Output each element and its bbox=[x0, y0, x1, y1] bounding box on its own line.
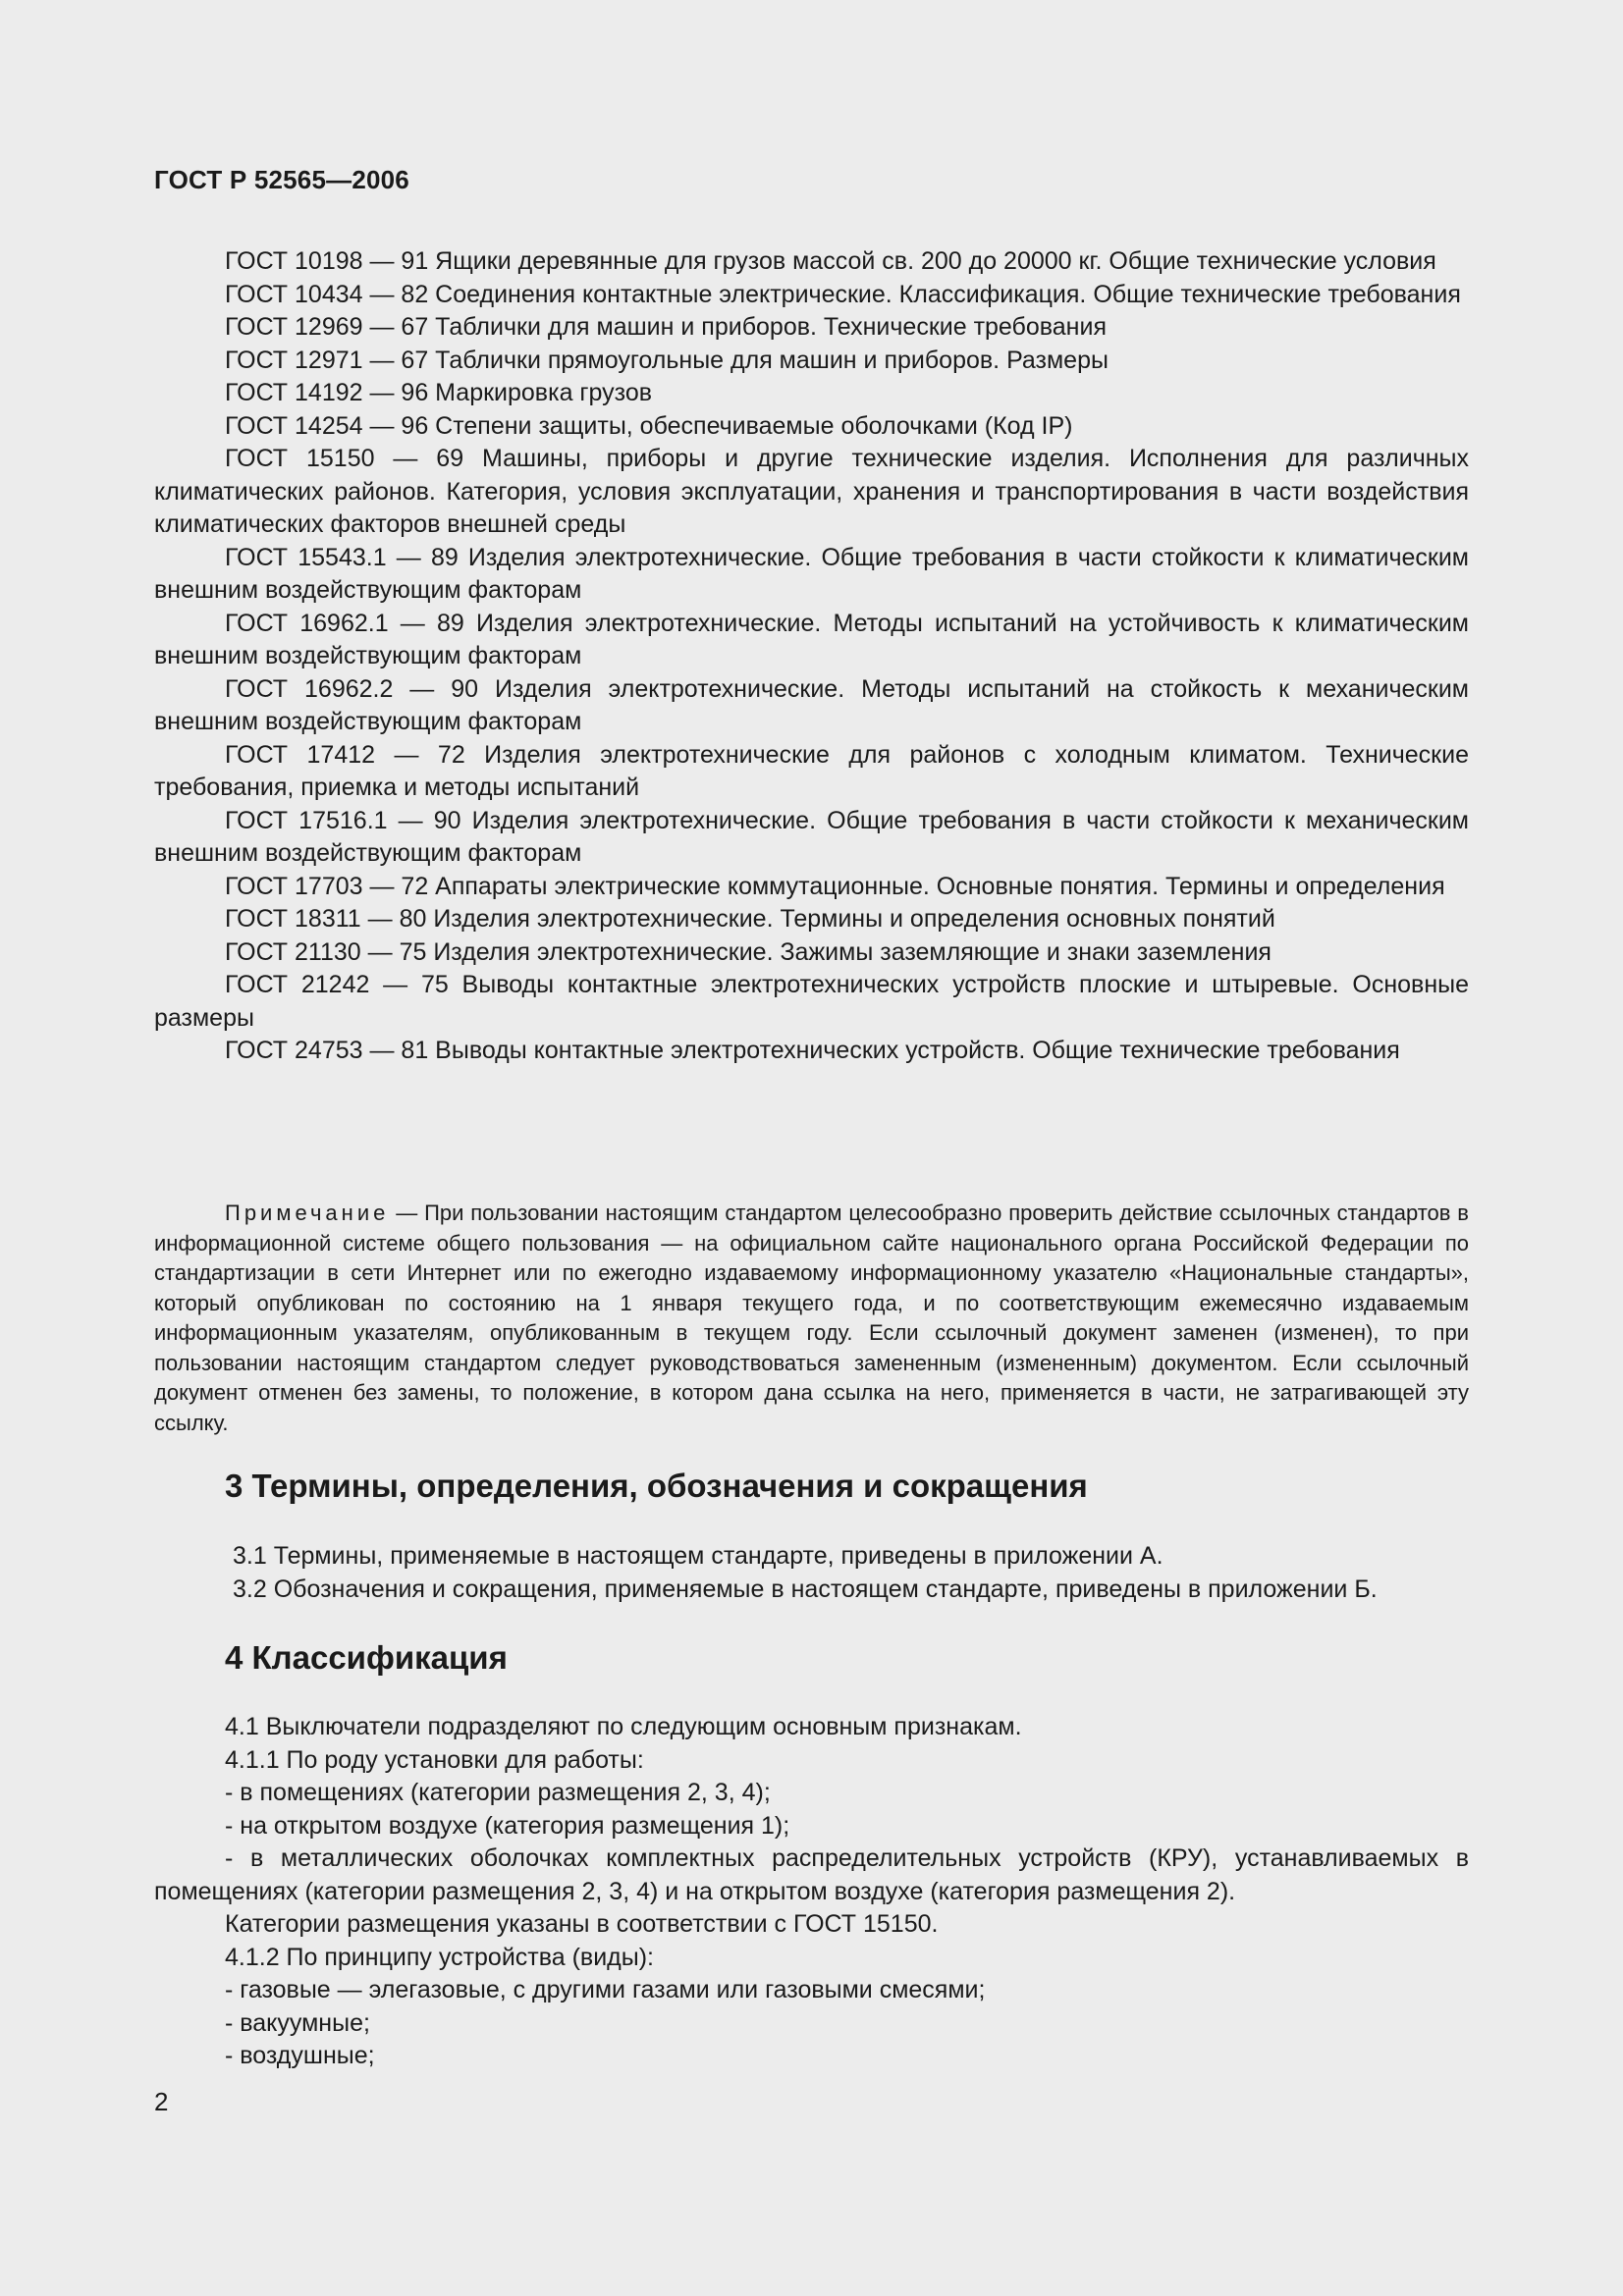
section-4-heading: 4 Классификация bbox=[225, 1639, 508, 1676]
reference-item: ГОСТ 14192 — 96 Маркировка грузов bbox=[225, 379, 653, 406]
reference-item: ГОСТ 12969 — 67 Таблички для машин и приборов. Технические требования bbox=[225, 313, 1107, 341]
section-4-line: 4.1.1 По роду установки для работы: bbox=[225, 1745, 644, 1774]
section-4-body bbox=[154, 1711, 1469, 2073]
note-text: — При пользовании настоящим стандартом целесообразно проверить действие ссылочных стандартов в информационной системе общего пользования — на официальном сайте национального органа Российской Федерации по стандартизации в сети Интернет или по ежегодно издаваемому информационному указателю «Национальные стандарты», который опубликован по состоянию на 1 января текущего года, и по соответствующим ежемесячно издаваемым информационным указателям, опубликованным в текущем году. Если ссылочный документ заменен (изменен), то при пользовании настоящим стандартом следует руководствоваться замененным (измененным) документом. Если ссылочный документ отменен без замены, то положение, в котором дана ссылка на него, применяется в части, не затрагивающей эту ссылку. bbox=[154, 1201, 1469, 1435]
page-number: 2 bbox=[154, 2087, 169, 2116]
section-4-line: 4.1 Выключатели подразделяют по следующим основным признакам. bbox=[225, 1713, 1022, 1740]
reference-item: ГОСТ 14254 — 96 Степени защиты, обеспечиваемые оболочками (Код IP) bbox=[225, 411, 1073, 440]
reference-item: ГОСТ 10198 — 91 Ящики деревянные для грузов массой св. 200 до 20000 кг. Общие технические условия bbox=[225, 247, 1436, 275]
reference-item: ГОСТ 17412 — 72 Изделия электротехнические для районов с холодным климатом. Технические требования, приемка и методы испытаний bbox=[154, 740, 1469, 801]
reference-item: ГОСТ 16962.2 — 90 Изделия электротехнические. Методы испытаний на стойкость к механическим внешним воздействующим факторам bbox=[154, 674, 1469, 735]
section-4-line: 4.1.2 По принципу устройства (виды): bbox=[225, 1943, 654, 1971]
reference-item: ГОСТ 24753 — 81 Выводы контактные электротехнических устройств. Общие технические требования bbox=[225, 1037, 1400, 1064]
reference-item: ГОСТ 21130 — 75 Изделия электротехнические. Зажимы заземляющие и знаки заземления bbox=[225, 937, 1271, 966]
reference-item: ГОСТ 17703 — 72 Аппараты электрические коммутационные. Основные понятия. Термины и определения bbox=[225, 872, 1445, 900]
section-4-line: Категории размещения указаны в соответствии с ГОСТ 15150. bbox=[225, 1910, 939, 1938]
reference-item: ГОСТ 15543.1 — 89 Изделия электротехнические. Общие требования в части стойкости к климатическим внешним воздействующим факторам bbox=[154, 543, 1469, 604]
reference-item: ГОСТ 15150 — 69 Машины, приборы и другие технические изделия. Исполнения для различных климатических районов. Категория, условия эксплуатации, хранения и транспортирования в части воздействия климатических факторов внешней среды bbox=[154, 445, 1469, 538]
section-4-line: - вакуумные; bbox=[225, 2008, 370, 2037]
reference-item: ГОСТ 10434 — 82 Соединения контактные электрические. Классификация. Общие технические требования bbox=[225, 280, 1461, 308]
note-paragraph bbox=[154, 1199, 1469, 1438]
reference-item: ГОСТ 16962.1 — 89 Изделия электротехнические. Методы испытаний на устойчивость к климатическим внешним воздействующим факторам bbox=[154, 609, 1469, 669]
reference-item: ГОСТ 18311 — 80 Изделия электротехнические. Термины и определения основных понятий bbox=[225, 905, 1275, 933]
note-label: Примечание bbox=[225, 1201, 390, 1225]
section-3-heading: 3 Термины, определения, обозначения и сокращения bbox=[225, 1468, 1088, 1504]
section-3-paragraph: 3.2 Обозначения и сокращения, применяемые в настоящем стандарте, приведены в приложении Б. bbox=[233, 1575, 1378, 1603]
reference-item: ГОСТ 21242 — 75 Выводы контактные электротехнических устройств плоские и штыревые. Основные размеры bbox=[154, 971, 1469, 1032]
section-4-line: - в металлических оболочках комплектных распределительных устройств (КРУ), устанавливаемых в помещениях (категории размещения 2, 3, 4) и на открытом воздухе (категория размещения 2). bbox=[154, 1844, 1469, 1905]
section-4-line: - на открытом воздухе (категория размещения 1); bbox=[225, 1811, 790, 1840]
reference-item: ГОСТ 12971 — 67 Таблички прямоугольные для машин и приборов. Размеры bbox=[225, 346, 1109, 374]
document-header: ГОСТ Р 52565—2006 bbox=[154, 165, 409, 194]
normative-references-list bbox=[154, 245, 1469, 1068]
section-4-line: - воздушные; bbox=[225, 2042, 375, 2069]
section-3-paragraph: 3.1 Термины, применяемые в настоящем стандарте, приведены в приложении А. bbox=[233, 1542, 1163, 1570]
reference-item: ГОСТ 17516.1 — 90 Изделия электротехнические. Общие требования в части стойкости к механическим внешним воздействующим факторам bbox=[154, 806, 1469, 867]
section-4-line: - газовые — элегазовые, с другими газами или газовыми смесями; bbox=[225, 1976, 986, 2003]
section-4-line: - в помещениях (категории размещения 2, 3, 4); bbox=[225, 1779, 771, 1806]
